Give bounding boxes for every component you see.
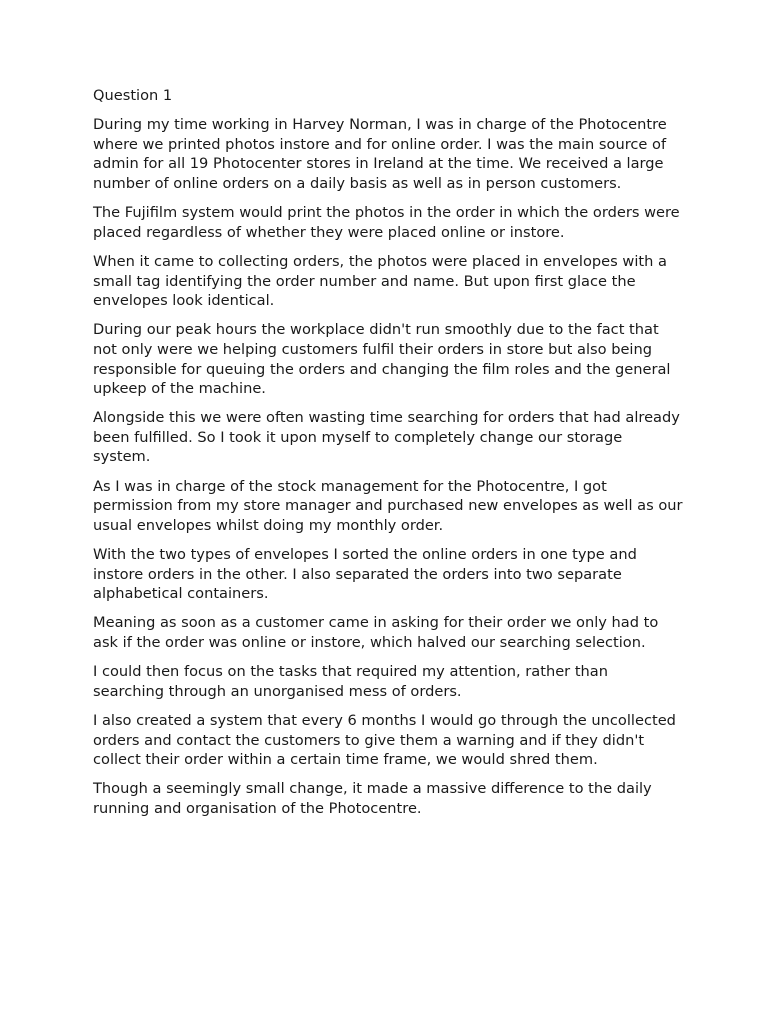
paragraph-5: Alongside this we were often wasting time searching for orders that had already been fulfilled. So I took it upon myself to completely change our storage system.	[93, 409, 680, 466]
paragraph-8: Meaning as soon as a customer came in asking for their order we only had to ask if the order was online or instore, which halved our searching selection.	[93, 614, 659, 651]
paragraph-6: As I was in charge of the stock management for the Photocentre, I got permission from my store manager and purchased new envelopes as well as our usual envelopes whilst doing my monthly order.	[93, 477, 683, 534]
paragraph-9: I could then focus on the tasks that required my attention, rather than searching through an unorganised mess of orders.	[93, 663, 608, 700]
document-body	[93, 86, 683, 828]
paragraph-11: Though a seemingly small change, it made a massive difference to the daily running and organisation of the Photocentre.	[93, 780, 652, 817]
paragraph-1: During my time working in Harvey Norman, I was in charge of the Photocentre where we printed photos instore and for online order. I was the main source of admin for all 19 Photocenter stores in Ireland at the time. We received a large number of online orders on a daily basis as well as in person customers.	[93, 116, 667, 192]
paragraph-7: With the two types of envelopes I sorted the online orders in one type and instore orders in the other. I also separated the orders into two separate alphabetical containers.	[93, 546, 637, 603]
question-heading: Question 1	[93, 87, 173, 104]
paragraph-3: When it came to collecting orders, the photos were placed in envelopes with a small tag identifying the order number and name. But upon first glace the envelopes look identical.	[93, 252, 667, 310]
paragraph-10: I also created a system that every 6 months I would go through the uncollected orders and contact the customers to give them a warning and if they didn't collect their order within a certain time frame, we would shred them.	[93, 711, 676, 769]
paragraph-4: During our peak hours the workplace didn't run smoothly due to the fact that not only were we helping customers fulfil their orders in store but also being responsible for queuing the orders and changing the film roles and the general upkeep of the machine.	[93, 321, 671, 398]
paragraph-2: The Fujifilm system would print the photos in the order in which the orders were placed regardless of whether they were placed online or instore.	[93, 204, 680, 241]
